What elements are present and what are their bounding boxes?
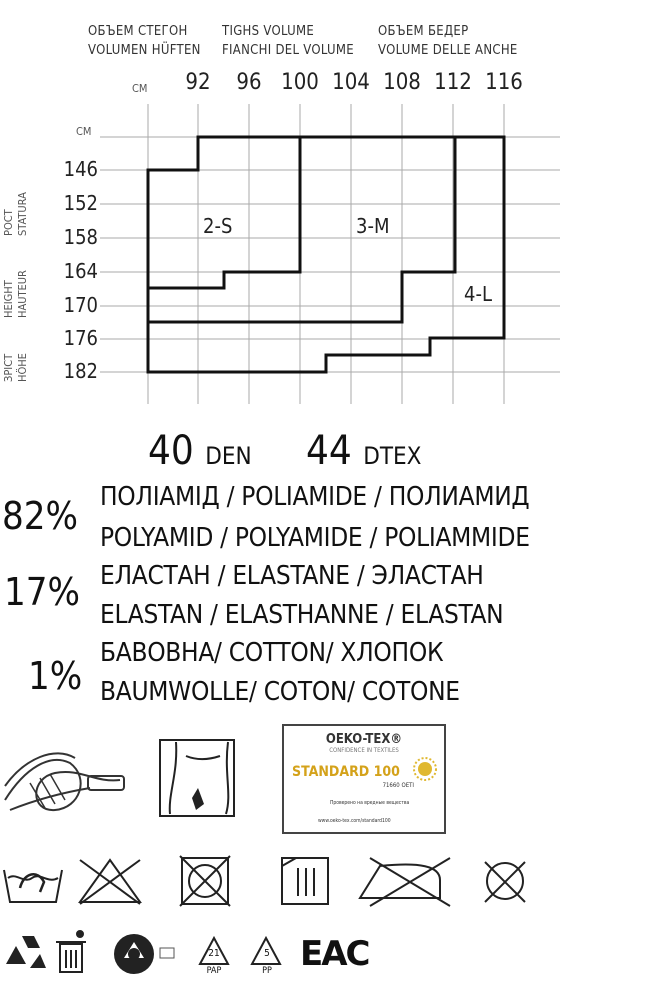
oeko-standard: STANDARD 100: [292, 764, 400, 780]
height-label: 152: [63, 191, 98, 215]
pp-label: PP: [262, 966, 272, 976]
header-col2-line2: FIANCHI DEL VOLUME: [222, 43, 354, 58]
height-label: 158: [63, 225, 98, 249]
mat-polyamide-line2: POLYAMID / POLYAMIDE / POLIAMMIDE: [100, 523, 530, 553]
side-label-hoehe: HÖHE: [16, 353, 29, 382]
size-region-l: [148, 137, 504, 372]
height-label: 164: [63, 259, 98, 283]
oeko-brand: OEKO-TEX®: [325, 732, 403, 747]
drip-dry-icon: [282, 858, 328, 904]
no-iron-icon: [360, 858, 450, 906]
side-label-height: HEIGHT: [2, 280, 15, 318]
mat-cotton-line2: BAUMWOLLE/ COTON/ COTONE: [100, 677, 460, 707]
size-chart: [0, 0, 660, 420]
mat-cotton-line1: БАВОВНА/ COTTON/ ХЛОПОК: [100, 638, 444, 668]
sun-icon: [412, 756, 438, 782]
header-col1-line2: VOLUMEN HÜFTEN: [88, 43, 201, 58]
hip-size-label: 92: [185, 70, 211, 95]
oeko-code: 71660 OETI: [382, 782, 414, 789]
size-region-s: [148, 137, 300, 288]
den-unit: DEN: [205, 442, 252, 470]
col-unit: CM: [132, 82, 148, 95]
dtex-unit: DTEX: [363, 442, 422, 470]
pct-cotton: 1%: [28, 654, 83, 698]
no-tumble-dry-icon: [180, 856, 230, 906]
hip-size-label: 116: [485, 70, 523, 95]
height-label: 182: [63, 359, 98, 383]
hip-size-label: 108: [383, 70, 421, 95]
pap-number: 21: [208, 948, 220, 959]
recycle-icon: [6, 936, 46, 968]
pap-label: PAP: [206, 966, 222, 976]
oeko-note: Проверено на вредные вещества: [330, 800, 410, 806]
bin-icon: [56, 931, 86, 972]
den-value: 40: [148, 428, 194, 474]
eac-icon: EAC: [300, 934, 369, 974]
header-col1-line1: ОБЪЕМ СТЕГОН: [88, 24, 188, 39]
knot-icon: [0, 738, 130, 820]
care-symbols: [0, 852, 560, 912]
dtex-text: [306, 428, 421, 474]
oeko-tagline: CONFIDENCE IN TEXTILES: [329, 747, 399, 754]
den-text: [148, 428, 252, 474]
no-bleach-icon: [80, 860, 140, 904]
side-label-hauteur: HAUTEUR: [16, 270, 29, 318]
grid-lines: [100, 104, 560, 404]
height-label: 170: [63, 293, 98, 317]
hip-size-label: 112: [434, 70, 472, 95]
header-col3-line2: VOLUME DELLE ANCHE: [378, 43, 518, 58]
tights-icon: [150, 734, 244, 824]
side-label-rost: РОСТ: [2, 209, 15, 236]
dtex-value: 44: [306, 428, 352, 474]
header-col2-line1: TIGHS VOLUME: [222, 24, 315, 39]
hip-size-label: 104: [332, 70, 370, 95]
side-label-statura: STATURA: [16, 192, 29, 236]
side-label-zrist: ЗРІСТ: [2, 353, 15, 382]
size-label-s: 2-S: [203, 214, 233, 238]
height-label: 176: [63, 326, 98, 350]
oeko-tex-label: [282, 724, 446, 834]
pct-elastane: 17%: [4, 570, 80, 614]
header-col3-line1: ОБЪЕМ БЕДЕР: [378, 24, 469, 39]
recycle-circle-icon: [114, 934, 174, 974]
pp-number: 5: [264, 948, 270, 959]
pct-polyamide: 82%: [2, 494, 78, 538]
size-label-m: 3-M: [356, 214, 390, 238]
size-label-l: 4-L: [464, 282, 492, 306]
mat-polyamide-line1: ПОЛІАМІД / POLIAMIDE / ПОЛИАМИД: [100, 482, 530, 512]
oeko-url: www.oeko-tex.com/standard100: [318, 818, 391, 824]
wash-hand-icon: [4, 870, 62, 902]
mat-elastane-line2: ELASTAN / ELASTHANNE / ELASTAN: [100, 600, 504, 630]
no-dry-clean-icon: [485, 862, 525, 902]
hip-size-label: 100: [281, 70, 319, 95]
row-unit: CM: [76, 125, 92, 138]
size-region-m: [148, 137, 455, 322]
height-label: 146: [63, 157, 98, 181]
mat-elastane-line1: ЕЛАСТАН / ELASTANE / ЭЛАСТАН: [100, 561, 484, 591]
hip-size-label: 96: [236, 70, 262, 95]
